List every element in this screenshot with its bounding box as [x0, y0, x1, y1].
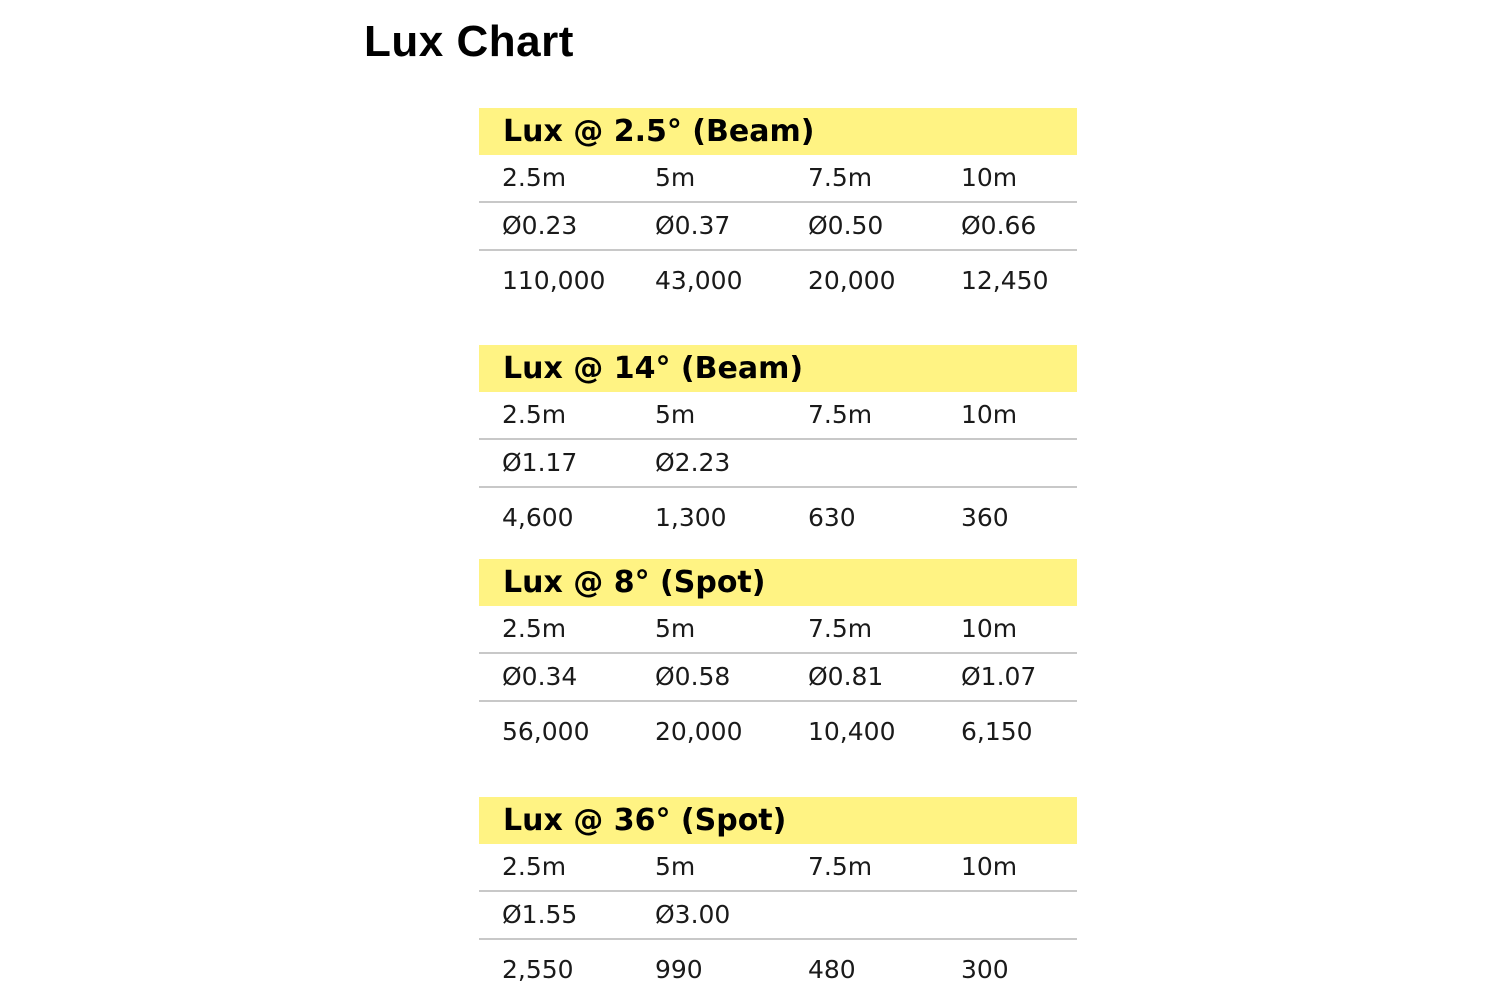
distance-cell: 2.5m	[502, 400, 567, 429]
lux-table-8-spot	[479, 559, 1077, 762]
lux-value-cell: 43,000	[655, 266, 743, 295]
lux-value-cell: 10,400	[808, 717, 896, 746]
lux-value-cell: 360	[961, 503, 1009, 532]
lux-value-cell: 990	[655, 955, 703, 984]
distance-cell: 5m	[655, 852, 696, 881]
lux-value-row	[479, 702, 1077, 762]
distance-cell: 2.5m	[502, 163, 567, 192]
diameter-cell: Ø0.50	[808, 211, 884, 240]
distance-cell: 10m	[961, 163, 1018, 192]
lux-value-cell: 56,000	[502, 717, 590, 746]
diameter-cell: Ø0.37	[655, 211, 731, 240]
distance-cell: 7.5m	[808, 163, 873, 192]
diameter-cell: Ø3.00	[655, 900, 731, 929]
diameter-cell: Ø2.23	[655, 448, 731, 477]
distance-cell: 10m	[961, 614, 1018, 643]
distance-cell: 2.5m	[502, 614, 567, 643]
distance-cell: 7.5m	[808, 852, 873, 881]
lux-value-cell: 12,450	[961, 266, 1049, 295]
diameter-cell: Ø0.58	[655, 662, 731, 691]
lux-value-cell: 2,550	[502, 955, 574, 984]
diameter-row	[479, 654, 1077, 702]
lux-value-row	[479, 488, 1077, 548]
diameter-cell: Ø1.55	[502, 900, 578, 929]
table-heading: Lux @ 2.5° (Beam)	[503, 114, 815, 149]
lux-value-cell: 110,000	[502, 266, 606, 295]
diameter-row	[479, 440, 1077, 488]
page-title: Lux Chart	[364, 17, 574, 66]
lux-table-36-spot	[479, 797, 1077, 1000]
table-heading: Lux @ 8° (Spot)	[503, 565, 766, 600]
lux-value-row	[479, 251, 1077, 311]
distance-row	[479, 844, 1077, 892]
table-heading: Lux @ 14° (Beam)	[503, 351, 804, 386]
lux-value-cell: 1,300	[655, 503, 727, 532]
table-heading: Lux @ 36° (Spot)	[503, 803, 787, 838]
lux-table-14-beam	[479, 345, 1077, 548]
distance-cell: 2.5m	[502, 852, 567, 881]
distance-cell: 10m	[961, 400, 1018, 429]
distance-cell: 5m	[655, 614, 696, 643]
diameter-cell: Ø1.17	[502, 448, 578, 477]
table-header-band	[479, 797, 1077, 844]
diameter-row	[479, 892, 1077, 940]
lux-value-cell: 480	[808, 955, 856, 984]
lux-value-cell: 6,150	[961, 717, 1033, 746]
diameter-cell: Ø0.66	[961, 211, 1037, 240]
distance-row	[479, 155, 1077, 203]
diameter-row	[479, 203, 1077, 251]
lux-value-cell: 20,000	[655, 717, 743, 746]
table-header-band	[479, 108, 1077, 155]
diameter-cell: Ø0.81	[808, 662, 884, 691]
lux-value-cell: 20,000	[808, 266, 896, 295]
lux-table-2-5-beam	[479, 108, 1077, 311]
table-header-band	[479, 559, 1077, 606]
diameter-cell: Ø0.23	[502, 211, 578, 240]
diameter-cell: Ø1.07	[961, 662, 1037, 691]
lux-value-row	[479, 940, 1077, 1000]
lux-value-cell: 4,600	[502, 503, 574, 532]
table-header-band	[479, 345, 1077, 392]
distance-cell: 5m	[655, 400, 696, 429]
distance-cell: 10m	[961, 852, 1018, 881]
distance-row	[479, 392, 1077, 440]
distance-row	[479, 606, 1077, 654]
distance-cell: 5m	[655, 163, 696, 192]
distance-cell: 7.5m	[808, 400, 873, 429]
distance-cell: 7.5m	[808, 614, 873, 643]
lux-value-cell: 300	[961, 955, 1009, 984]
lux-value-cell: 630	[808, 503, 856, 532]
diameter-cell: Ø0.34	[502, 662, 578, 691]
